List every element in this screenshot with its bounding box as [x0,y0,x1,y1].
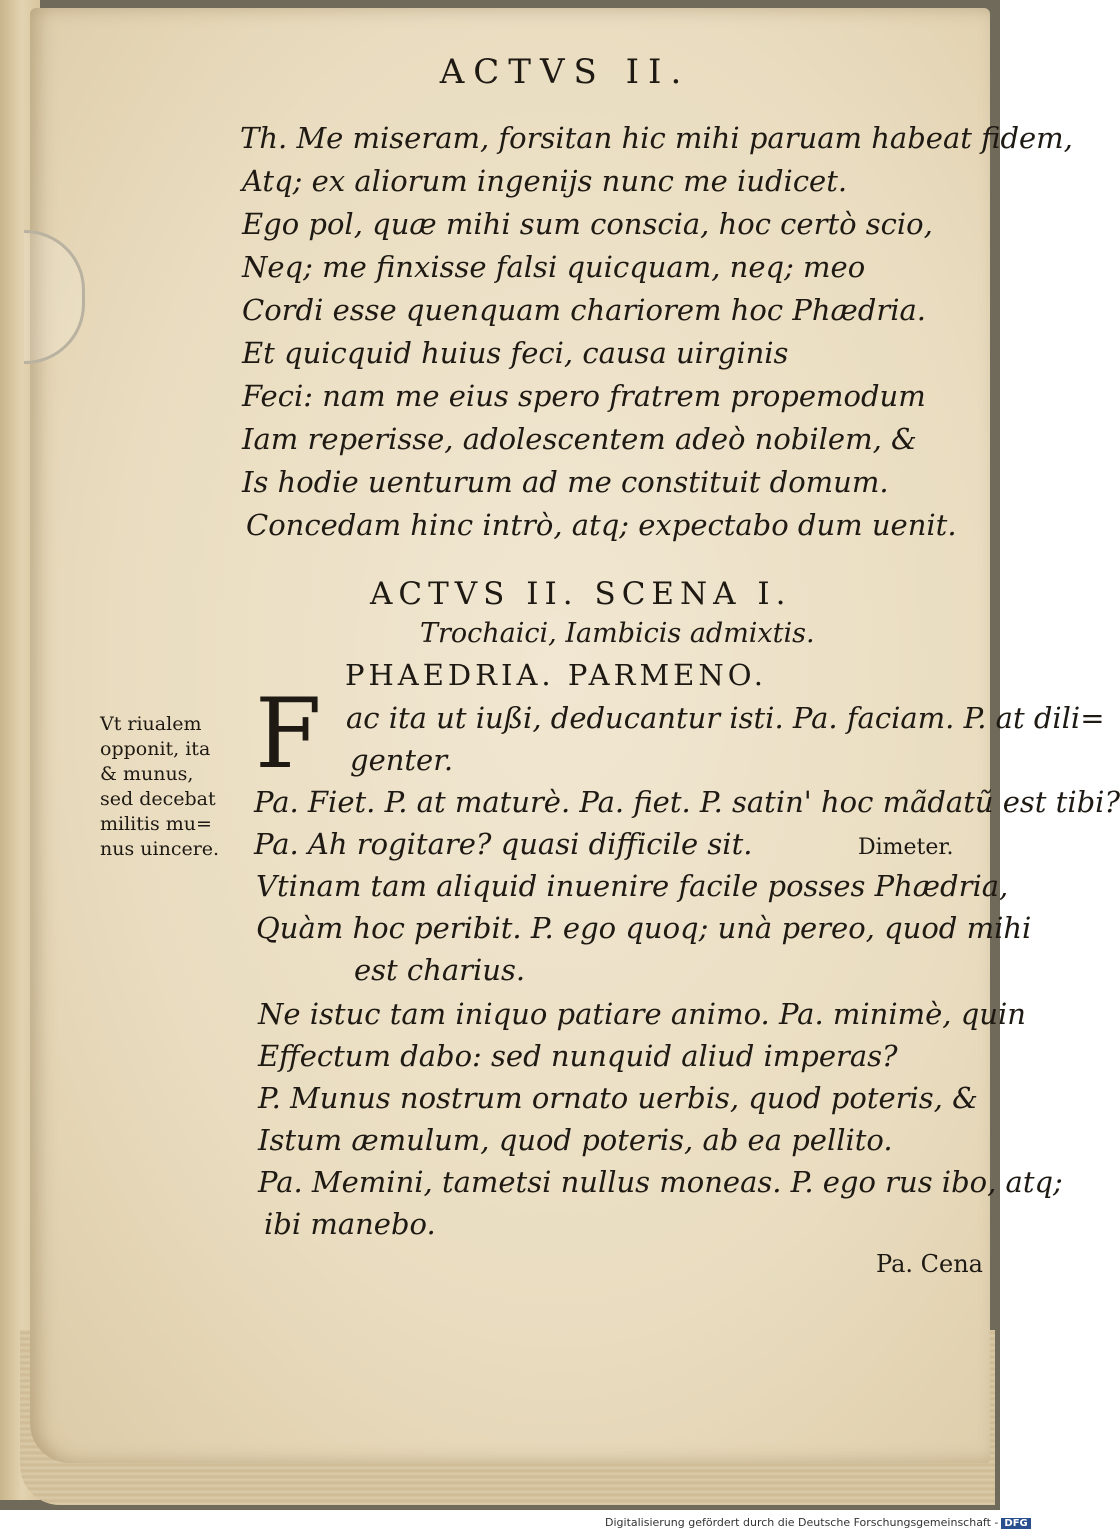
text-line: est charius. [354,953,526,987]
text-line: Is hodie uenturum ad me constituit domum. [242,465,889,499]
text-line: Concedam hinc intrò, atq; expectabo dum uenit. [246,508,957,542]
dfg-logo: DFG [1001,1518,1030,1529]
text-line: Pa. Fiet. P. at maturè. Pa. fiet. P. satin' hoc mãdatũ est tibi? [254,785,1120,819]
text-line: Ego pol, quæ mihi sum conscia, hoc certò scio, [242,207,933,241]
text-line: Pa. Memini, tametsi nullus moneas. P. ego rus ibo, atq; [258,1165,1063,1199]
digitization-footer [605,1516,1031,1529]
text-line: Iam reperisse, adolescentem adeò nobilem, & [242,422,917,456]
margin-note-line: nus uincere. [100,838,220,860]
text-line: P. Munus nostrum ornato uerbis, quod poteris, & [258,1081,978,1115]
margin-note-line: militis mu= [100,813,212,835]
text-line: ibi manebo. [264,1207,436,1241]
meter-side-label: Dimeter. [858,835,954,860]
catchword: Pa. Cena [876,1250,983,1278]
drop-cap: F [255,678,322,790]
text-line: genter. [350,743,454,777]
text-line: Quàm hoc peribit. P. ego quoq; unà pereo, quod mihi [256,911,1032,945]
text-line: Cordi esse quenquam chariorem hoc Phædria. [242,293,927,327]
text-line: Istum æmulum, quod poteris, ab ea pellito. [258,1123,893,1157]
text-line: Vtinam tam aliquid inuenire facile posses Phædria, [256,869,1009,903]
margin-note-line: & munus, [100,763,194,785]
text-line: Effectum dabo: sed nunquid aliud imperas? [258,1039,898,1073]
running-header: ACTVS II. [439,52,691,92]
text-line: Feci: nam me eius spero fratrem propemodum [242,379,926,413]
footer-text: Digitalisierung gefördert durch die Deutsche Forschungsgemeinschaft - [605,1516,999,1529]
text-line: Ne istuc tam iniquo patiare animo. Pa. minimè, quin [258,997,1026,1031]
text-line: Th. Me miseram, forsitan hic mihi paruam habeat fidem, [240,121,1073,155]
margin-note-line: sed decebat [100,788,216,810]
text-line: Et quicquid huius feci, causa uirginis [242,336,789,370]
scene-title: ACTVS II. SCENA I. [370,576,792,612]
text-line: Neq; me finxisse falsi quicquam, neq; meo [242,250,866,284]
margin-note-line: Vt riualem [100,713,202,735]
margin-note [100,712,250,862]
text-line: ac ita ut iußi, deducantur isti. Pa. faciam. P. at dili= [346,701,1105,735]
page-clip [24,230,85,364]
text-line: Atq; ex aliorum ingenijs nunc me iudicet. [242,164,848,198]
meter-note: Trochaici, Iambicis admixtis. [420,618,815,649]
text-line: Pa. Ah rogitare? quasi difficile sit. [254,827,753,861]
margin-note-line: opponit, ita [100,738,211,760]
dramatis-personae: PHAEDRIA. PARMENO. [345,658,767,692]
